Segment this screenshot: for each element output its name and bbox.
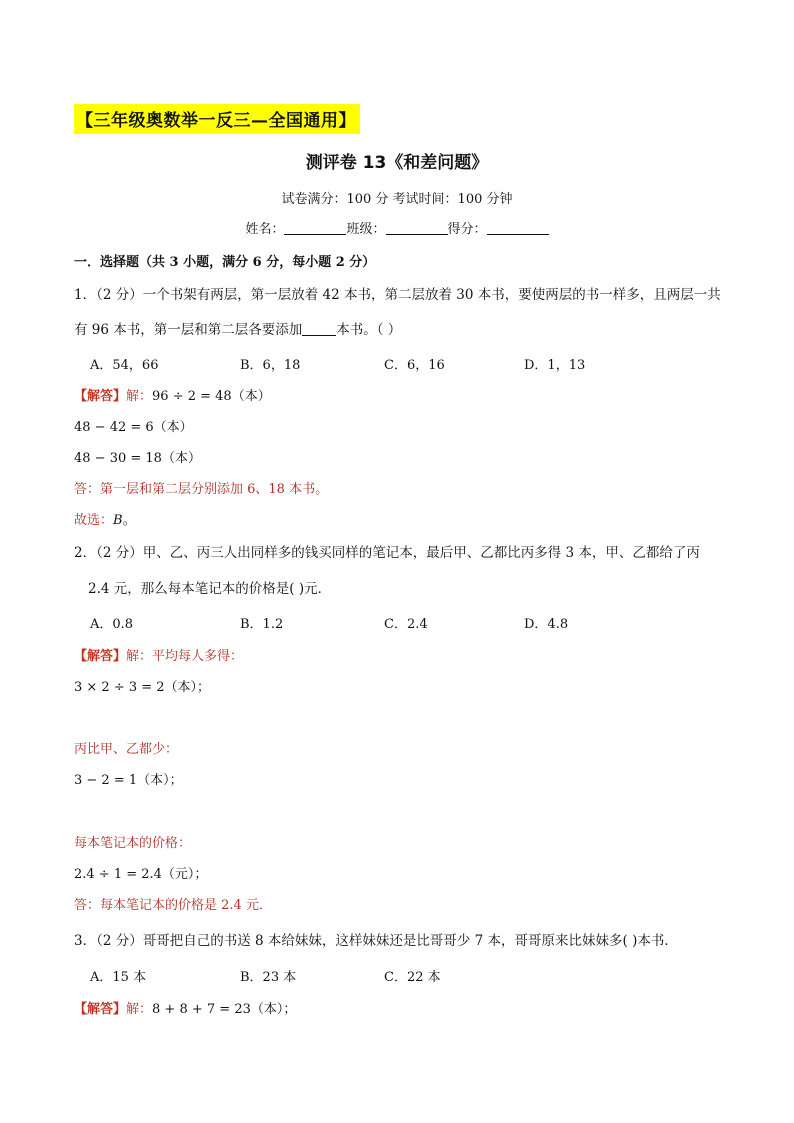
q2-step3: 2.4 ÷ 1 = 2.4（元）；: [74, 867, 208, 882]
class-label: 班级：: [346, 222, 386, 237]
q2-option-b[interactable]: B．1.2: [240, 617, 284, 632]
q2-answer-text: 解：平均每人多得：: [126, 649, 244, 664]
q2-label2: 丙比甲、乙都少：: [74, 742, 179, 757]
q2-label3: 每本笔记本的价格：: [74, 836, 192, 851]
q2-option-a[interactable]: A．0.8: [90, 617, 134, 632]
exam-meta: 试卷满分：100 分 考试时间：100 分钟: [281, 192, 513, 207]
q3-line1: 3．（2 分）哥哥把自己的书送 8 本给妹妹，这样妹妹还是比哥哥少 7 本，哥哥原来比妹妹多( )本书．: [74, 933, 678, 949]
section-heading: 一．选择题（共 3 小题，满分 6 分，每小题 2 分）: [74, 255, 376, 270]
q2-option-d[interactable]: D．4.8: [524, 617, 569, 632]
q2-step2: 3 − 2 = 1（本）；: [74, 773, 183, 788]
score-blank[interactable]: [487, 222, 549, 235]
name-blank[interactable]: [284, 222, 346, 235]
q2-answer: [74, 645, 243, 664]
q1-answer-tag: 【解答】: [74, 389, 127, 404]
q1-choice-suffix: 。: [122, 513, 136, 528]
q1-option-b[interactable]: B．6，18: [240, 358, 301, 373]
q1-answer: [74, 385, 271, 404]
q3-answer: [74, 998, 296, 1017]
q1-underline: [302, 323, 336, 336]
q2-option-c[interactable]: C．2.4: [384, 617, 428, 632]
q3-option-b[interactable]: B．23 本: [240, 970, 297, 985]
score-label: 得分：: [447, 222, 487, 237]
class-blank[interactable]: [386, 222, 448, 235]
q1-line2: [74, 318, 401, 338]
q1-choice: B: [113, 513, 123, 528]
q1-choice-prefix: 故选：: [74, 513, 114, 528]
q1-option-c[interactable]: C．6，16: [384, 358, 445, 373]
q3-option-a[interactable]: A．15 本: [90, 970, 147, 985]
q3-option-c[interactable]: C．22 本: [384, 970, 441, 985]
student-info: [0, 218, 794, 237]
series-tag: 【三年级奥数举一反三—全国通用】: [74, 104, 360, 134]
q1-conclusion: 答：第一层和第二层分别添加 6、18 本书。: [74, 482, 329, 497]
q1-line1: 1．（2 分）一个书架有两层，第一层放着 42 本书，第二层放着 30 本书，要使两层的书一样多，且两层一共: [74, 287, 721, 303]
q1-line2-a: 有 96 本书，第一层和第二层各要添加: [74, 322, 303, 338]
q2-line2: 2.4 元，那么每本笔记本的价格是( )元．: [88, 581, 332, 597]
q1-step3: 48 − 30 = 18（本）: [74, 451, 201, 466]
q2-step1: 3 × 2 ÷ 3 = 2（本）；: [74, 680, 211, 695]
q2-line1: 2．（2 分）甲、乙、丙三人出同样多的钱买同样的笔记本，最后甲、乙都比丙多得 3 本，甲、乙都给了丙: [74, 545, 700, 561]
q3-step1: 8 + 8 + 7 = 23（本）；: [152, 1002, 297, 1017]
q2-conclusion: 答：每本笔记本的价格是 2.4 元．: [74, 898, 272, 913]
q1-choice-line: [74, 509, 136, 528]
q3-answer-tag: 【解答】: [74, 1002, 127, 1017]
page-title: 测评卷 13《和差问题》: [305, 153, 489, 173]
q3-answer-prefix: 解：: [126, 1002, 153, 1017]
q1-option-a[interactable]: A．54，66: [90, 358, 159, 373]
q1-step1: 96 ÷ 2 = 48（本）: [152, 389, 271, 404]
q2-answer-tag: 【解答】: [74, 649, 127, 664]
q1-option-d[interactable]: D．1，13: [524, 358, 586, 373]
q1-answer-prefix: 解：: [126, 389, 153, 404]
q1-step2: 48 − 42 = 6（本）: [74, 420, 193, 435]
q1-line2-b: 本书。（ ）: [336, 322, 402, 338]
name-label: 姓名：: [245, 222, 285, 237]
